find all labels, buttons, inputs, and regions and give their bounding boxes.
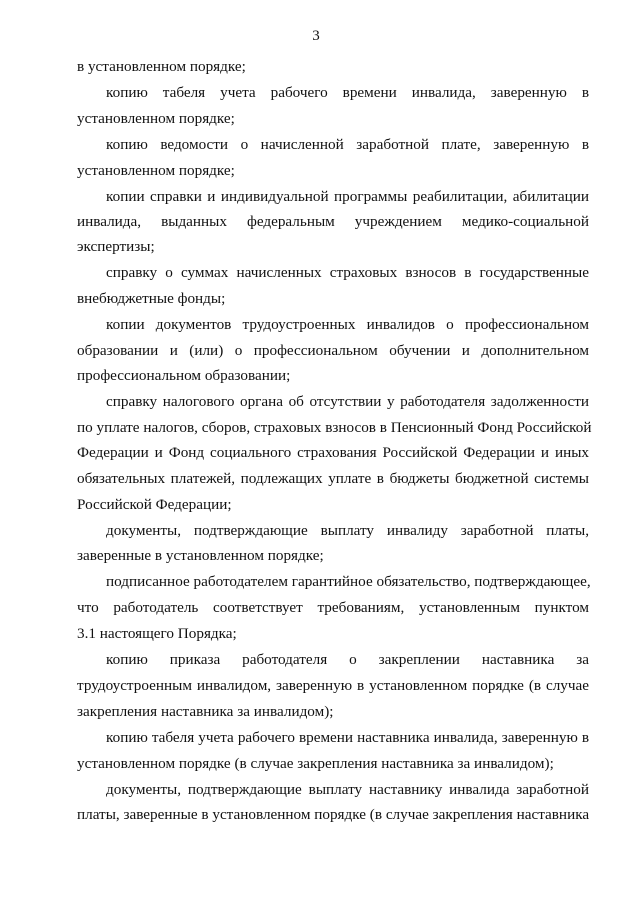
text-line: трудоустроенным инвалидом, заверенную в установленном порядке (в случае: [77, 677, 589, 694]
text-line: закрепления наставника за инвалидом);: [77, 703, 334, 720]
text-line: по уплате налогов, сборов, страховых взносов в Пенсионный Фонд Российской: [77, 419, 592, 436]
text-line: инвалида, выданных федеральным учреждением медико-социальной: [77, 213, 589, 230]
text-line: копии документов трудоустроенных инвалидов о профессиональном: [106, 316, 589, 333]
text-line: установленном порядке;: [77, 162, 235, 179]
text-line: профессиональном образовании;: [77, 367, 291, 384]
text-line: в установленном порядке;: [77, 58, 246, 75]
text-line: копии справки и индивидуальной программы реабилитации, абилитации: [106, 188, 589, 205]
text-line: образовании и (или) о профессиональном обучении и дополнительном: [77, 342, 589, 359]
text-line: документы, подтверждающие выплату наставнику инвалида заработной: [106, 781, 589, 798]
text-line: документы, подтверждающие выплату инвалиду заработной платы,: [106, 522, 589, 539]
text-line: копию ведомости о начисленной заработной плате, заверенную в: [106, 136, 589, 153]
text-line: экспертизы;: [77, 238, 155, 255]
text-line: справку о суммах начисленных страховых взносов в государственные: [106, 264, 589, 281]
text-line: Федерации и Фонд социального страхования Российской Федерации и иных: [77, 444, 589, 461]
text-line: установленном порядке;: [77, 110, 235, 127]
text-line: платы, заверенные в установленном порядке (в случае закрепления наставника: [77, 806, 590, 823]
text-line: 3.1 настоящего Порядка;: [77, 625, 237, 642]
text-line: справку налогового органа об отсутствии у работодателя задолженности: [106, 393, 589, 410]
page-number: 3: [312, 28, 320, 44]
text-line: что работодатель соответствует требованиям, установленным пунктом: [77, 599, 589, 616]
text-line: установленном порядке (в случае закрепления наставника за инвалидом);: [77, 755, 554, 772]
text-line: копию табеля учета рабочего времени инвалида, заверенную в: [106, 84, 589, 101]
text-line: Российской Федерации;: [77, 496, 232, 513]
text-line: копию приказа работодателя о закреплении наставника за: [106, 651, 589, 668]
text-line: подписанное работодателем гарантийное обязательство, подтверждающее,: [106, 573, 591, 590]
text-line: копию табеля учета рабочего времени наставника инвалида, заверенную в: [106, 729, 589, 746]
text-line: внебюджетные фонды;: [77, 290, 226, 307]
text-line: заверенные в установленном порядке;: [77, 547, 324, 564]
text-line: обязательных платежей, подлежащих уплате в бюджеты бюджетной системы: [77, 470, 589, 487]
